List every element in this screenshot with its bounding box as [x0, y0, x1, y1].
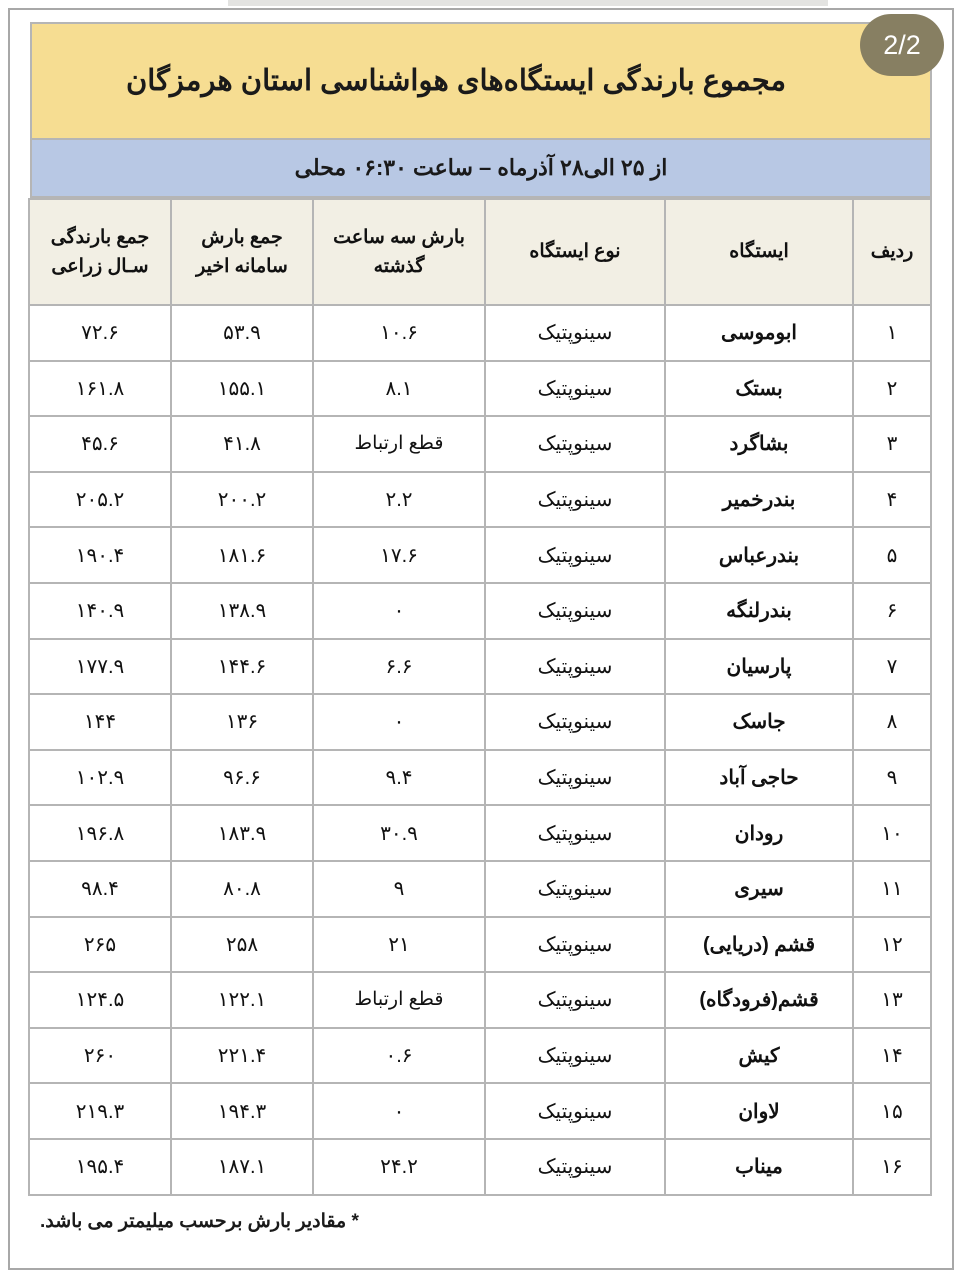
report-period: از ۲۵ الی۲۸ آذرماه – ساعت ۰۶:۳۰ محلی — [294, 155, 668, 180]
cell-row-number: ۴ — [853, 472, 931, 528]
cell-station-type: سینوپتیک — [485, 472, 665, 528]
table-row — [29, 861, 931, 917]
table-row — [29, 805, 931, 861]
cell-station-type: سینوپتیک — [485, 917, 665, 973]
table-row — [29, 1083, 931, 1139]
column-header-row-number: ردیف — [853, 199, 931, 305]
cell-station-type: سینوپتیک — [485, 972, 665, 1028]
table-row — [29, 639, 931, 695]
cell-station-type: سینوپتیک — [485, 583, 665, 639]
cell-season-total: ۱۷۷.۹ — [29, 639, 171, 695]
cell-system-total: ۴۱.۸ — [171, 416, 313, 472]
cell-rain-3h: ۶.۶ — [313, 639, 485, 695]
table-row — [29, 694, 931, 750]
cell-row-number: ۱۵ — [853, 1083, 931, 1139]
cell-row-number: ۳ — [853, 416, 931, 472]
cell-station-type: سینوپتیک — [485, 1028, 665, 1084]
cell-station-type: سینوپتیک — [485, 1139, 665, 1195]
cell-season-total: ۴۵.۶ — [29, 416, 171, 472]
cell-system-total: ۱۸۷.۱ — [171, 1139, 313, 1195]
cell-station: لاوان — [665, 1083, 853, 1139]
table-row — [29, 472, 931, 528]
cell-station-type: سینوپتیک — [485, 805, 665, 861]
cell-rain-3h: ۱۷.۶ — [313, 527, 485, 583]
cell-system-total: ۲۵۸ — [171, 917, 313, 973]
cell-station: قشم(فرودگاه) — [665, 972, 853, 1028]
cell-row-number: ۱۰ — [853, 805, 931, 861]
page-number-badge: 2/2 — [860, 14, 944, 76]
cell-system-total: ۸۰.۸ — [171, 861, 313, 917]
cell-station-type: سینوپتیک — [485, 861, 665, 917]
cell-rain-3h: ۳۰.۹ — [313, 805, 485, 861]
cell-rain-3h: ۸.۱ — [313, 361, 485, 417]
scan-top-margin — [0, 0, 962, 8]
cell-system-total: ۱۸۳.۹ — [171, 805, 313, 861]
table-row — [29, 917, 931, 973]
table-row — [29, 1028, 931, 1084]
cell-row-number: ۱ — [853, 305, 931, 361]
cell-station: سیری — [665, 861, 853, 917]
cell-station-type: سینوپتیک — [485, 305, 665, 361]
column-header-station: ایستگاه — [665, 199, 853, 305]
cell-season-total: ۹۸.۴ — [29, 861, 171, 917]
cell-rain-3h: ۹.۴ — [313, 750, 485, 806]
cell-station: بستک — [665, 361, 853, 417]
cell-season-total: ۲۶۵ — [29, 917, 171, 973]
cell-row-number: ۱۴ — [853, 1028, 931, 1084]
table-row — [29, 750, 931, 806]
cell-row-number: ۸ — [853, 694, 931, 750]
table-row — [29, 527, 931, 583]
cell-row-number: ۶ — [853, 583, 931, 639]
cell-season-total: ۱۹۰.۴ — [29, 527, 171, 583]
cell-season-total: ۷۲.۶ — [29, 305, 171, 361]
cell-rain-3h: ۰.۶ — [313, 1028, 485, 1084]
table-row — [29, 1139, 931, 1195]
column-header-station-type: نوع ایستگاه — [485, 199, 665, 305]
report-content — [30, 22, 932, 1233]
cell-station: ابوموسی — [665, 305, 853, 361]
cell-rain-3h: ۲۴.۲ — [313, 1139, 485, 1195]
cell-season-total: ۱۹۶.۸ — [29, 805, 171, 861]
table-header — [29, 199, 931, 305]
cell-station-type: سینوپتیک — [485, 639, 665, 695]
subtitle-banner — [30, 140, 932, 198]
cell-system-total: ۱۳۸.۹ — [171, 583, 313, 639]
footnote — [30, 1210, 932, 1233]
cell-station: بشاگرد — [665, 416, 853, 472]
cell-station-type: سینوپتیک — [485, 416, 665, 472]
cell-station: بندرخمیر — [665, 472, 853, 528]
cell-rain-3h: ۰ — [313, 694, 485, 750]
cell-station-type: سینوپتیک — [485, 527, 665, 583]
cell-station: کیش — [665, 1028, 853, 1084]
cell-season-total: ۱۴۴ — [29, 694, 171, 750]
cell-season-total: ۲۱۹.۳ — [29, 1083, 171, 1139]
cell-season-total: ۲۰۵.۲ — [29, 472, 171, 528]
table-row — [29, 583, 931, 639]
cell-station-type: سینوپتیک — [485, 1083, 665, 1139]
column-header-rain-3h: بارش سه ساعت گذشته — [313, 199, 485, 305]
cell-row-number: ۹ — [853, 750, 931, 806]
cell-row-number: ۱۳ — [853, 972, 931, 1028]
cell-row-number: ۵ — [853, 527, 931, 583]
table-row — [29, 416, 931, 472]
table-row — [29, 972, 931, 1028]
cell-system-total: ۱۴۴.۶ — [171, 639, 313, 695]
cell-system-total: ۱۲۲.۱ — [171, 972, 313, 1028]
table-body — [29, 305, 931, 1195]
table-row — [29, 361, 931, 417]
cell-rain-3h: قطع ارتباط — [313, 416, 485, 472]
cell-system-total: ۱۵۵.۱ — [171, 361, 313, 417]
cell-station-type: سینوپتیک — [485, 361, 665, 417]
cell-rain-3h: قطع ارتباط — [313, 972, 485, 1028]
cell-season-total: ۱۹۵.۴ — [29, 1139, 171, 1195]
cell-system-total: ۲۰۰.۲ — [171, 472, 313, 528]
title-banner — [30, 22, 932, 140]
cell-season-total: ۱۰۲.۹ — [29, 750, 171, 806]
cell-row-number: ۷ — [853, 639, 931, 695]
cell-rain-3h: ۱۰.۶ — [313, 305, 485, 361]
cell-season-total: ۱۲۴.۵ — [29, 972, 171, 1028]
cell-system-total: ۹۶.۶ — [171, 750, 313, 806]
table-row — [29, 305, 931, 361]
cell-station: بندرعباس — [665, 527, 853, 583]
cell-rain-3h: ۰ — [313, 1083, 485, 1139]
cell-station: پارسیان — [665, 639, 853, 695]
cell-rain-3h: ۲۱ — [313, 917, 485, 973]
cell-system-total: ۱۹۴.۳ — [171, 1083, 313, 1139]
cell-station: رودان — [665, 805, 853, 861]
cell-row-number: ۱۲ — [853, 917, 931, 973]
cell-station-type: سینوپتیک — [485, 694, 665, 750]
table-header-row — [29, 199, 931, 305]
cell-season-total: ۱۶۱.۸ — [29, 361, 171, 417]
cell-system-total: ۱۸۱.۶ — [171, 527, 313, 583]
cell-rain-3h: ۹ — [313, 861, 485, 917]
cell-row-number: ۲ — [853, 361, 931, 417]
cell-season-total: ۲۶۰ — [29, 1028, 171, 1084]
cell-rain-3h: ۲.۲ — [313, 472, 485, 528]
cell-station: جاسک — [665, 694, 853, 750]
cell-rain-3h: ۰ — [313, 583, 485, 639]
cell-station: بندرلنگه — [665, 583, 853, 639]
cell-season-total: ۱۴۰.۹ — [29, 583, 171, 639]
cell-row-number: ۱۶ — [853, 1139, 931, 1195]
cell-station: حاجی آباد — [665, 750, 853, 806]
footnote-text: * مقادیر بارش برحسب میلیمتر می باشد. — [40, 1210, 359, 1232]
rainfall-table — [28, 198, 932, 1196]
scan-artifact — [228, 0, 828, 6]
cell-system-total: ۵۳.۹ — [171, 305, 313, 361]
page-title: مجموع بارندگی ایستگاه‌های هواشناسی استان هرمزگان — [125, 64, 787, 97]
cell-row-number: ۱۱ — [853, 861, 931, 917]
cell-system-total: ۲۲۱.۴ — [171, 1028, 313, 1084]
column-header-season-total: جمع بارندگی سـال زراعی — [29, 199, 171, 305]
cell-station: قشم (دریایی) — [665, 917, 853, 973]
cell-system-total: ۱۳۶ — [171, 694, 313, 750]
cell-station-type: سینوپتیک — [485, 750, 665, 806]
column-header-system-total: جمع بارش سامانه اخیر — [171, 199, 313, 305]
cell-station: میناب — [665, 1139, 853, 1195]
